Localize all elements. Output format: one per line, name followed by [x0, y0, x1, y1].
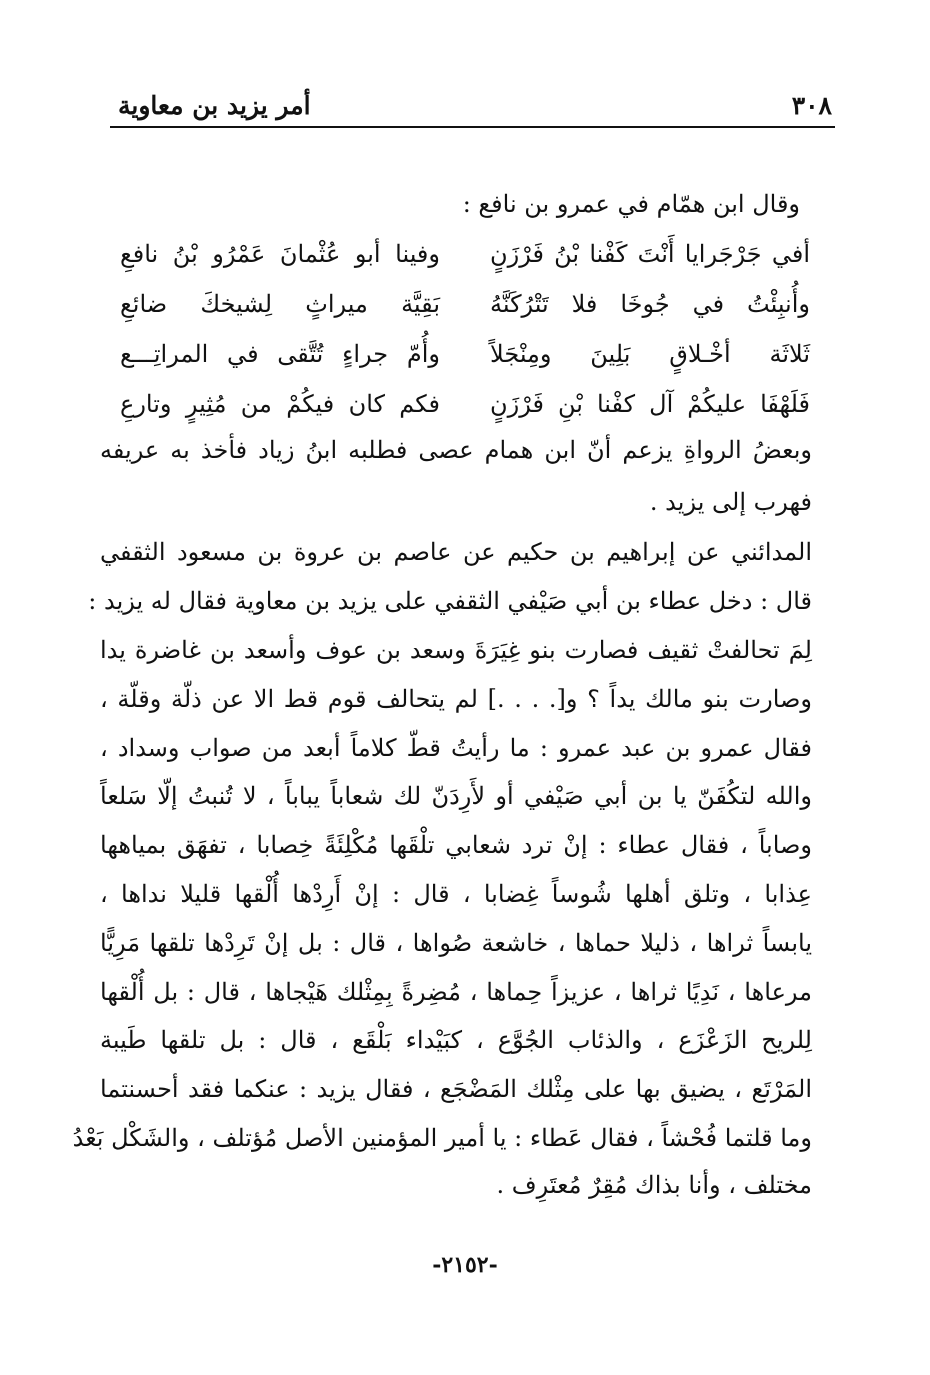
text-line: فهرب إلى يزيد . [649, 488, 812, 516]
verse-second-hemistich: وأُمّ جراءٍ تُتَّقى في المراتِـــع [120, 340, 440, 368]
header-divider [110, 126, 835, 128]
text-line: عِذابا ، وتلق أهلها شُوساً غِضابا ، قال : إنْ أَرِدْها أُلْقها قليلا نداها ، [100, 880, 812, 908]
verse-line [120, 340, 810, 368]
text-line: وصاباً ، فقال عطاء : إنْ ترد شعابي تلْقَها مُكْلِئَةً خِصابا ، تفهَق بمياهها [100, 831, 812, 859]
text-line: فقال عمرو بن عبد عمرو : ما رأيتُ قطّ كلاماً أبعد من صواب وسداد ، [100, 734, 812, 762]
verse-second-hemistich: فكم كان فيكُمْ من مُثِيرٍ وتارعِ [120, 390, 440, 418]
intro-line: وقال ابن همّام في عمرو بن نافع : [462, 190, 800, 218]
verse-second-hemistich: وفينا أبو عُثْمانَ عَمْرُو بْنُ نافعِ [120, 240, 440, 268]
verse-first-hemistich: فَلَهْفَا عليكُمْ آل كفْنا بْنِ فَرْزَنٍ [490, 390, 810, 418]
running-title: أمر يزيد بن معاوية [118, 91, 311, 120]
text-line: وما قلتما فُحْشاً ، فقال عَطاء : يا أمير المؤمنين الأصل مُؤتلف ، والشَكْل بَعْدُ [72, 1124, 812, 1152]
text-line: وبعضُ الرواةِ يزعم أنّ ابن همام عصى فطلبه ابنُ زياد فأخذ به عريفه [100, 436, 812, 464]
text-line: مختلف ، وأنا بذاك مُقِرٌ مُعتَرِف . [496, 1171, 812, 1199]
text-line: لِلريح الزَعْزَع ، والذئاب الجُوَّع ، كبَيْداء بَلْقَع ، قال : بل تلقها طَيبة [100, 1026, 812, 1054]
text-line: قال : دخل عطاء بن أبي صَيْفي الثقفي على يزيد بن معاوية فقال له يزيد : [88, 587, 812, 615]
verse-line [120, 290, 810, 318]
verse-first-hemistich: أفي جَرْجَرايا أَنْتَ كَفْنا بْنُ فَرْزَنٍ [490, 240, 810, 268]
text-line: والله لتكُفَنّ يا بن أبي صَيْفي أو لأَرِدَنّ لك شعاباً يباباً ، لا تُنبتُ إلّا سَلعاً [100, 782, 812, 810]
verse-first-hemistich: ثَلاثَة أخْـلاقٍ بَلِينَ ومِنْجَلاً [490, 340, 810, 368]
text-line: لِمَ تحالفتْ ثقيف فصارت بنو غِيَرَةَ وسعد بن عوف وأسعد بن غاضرة يدا [100, 636, 812, 664]
text-line: المدائني عن إبراهيم بن حكيم عن عاصم بن عروة بن مسعود الثقفي [100, 538, 812, 566]
verse-line [120, 390, 810, 418]
text-line: المَرْتَع ، يضيق بها على مِثْلك المَضْجَع ، فقال يزيد : عنكما فقد أحسنتما [100, 1075, 812, 1103]
page-folio: -٢١٥٢- [432, 1252, 498, 1278]
verse-first-hemistich: وأُنبِئْتُ في جُوخَا فلا تَتْرُكَنَّهُ [490, 290, 810, 318]
text-line: مرعاها ، نَدِيًا ثراها ، عزيزاً حِماها ، مُضِرةً بِمِثْلك هَيْجاها ، قال : بل أُلْقها [100, 978, 812, 1006]
text-line: وصارت بنو مالك يداً ؟ و[. . . .] لم يتحالف قوم قط الا عن ذلّة وقلّة ، [100, 685, 812, 713]
verse-second-hemistich: بَقِيَّة ميراثٍ لِشيخكَ ضائعِ [120, 290, 440, 318]
verse-line [120, 240, 810, 268]
page-number: ٣٠٨ [791, 91, 832, 120]
text-line: يابساً ثراها ، ذليلا حماها ، خاشعة صُواها ، قال : بل إنْ تَرِدْها تلقها مَرِيًّا [100, 929, 812, 957]
page-header [118, 78, 832, 120]
